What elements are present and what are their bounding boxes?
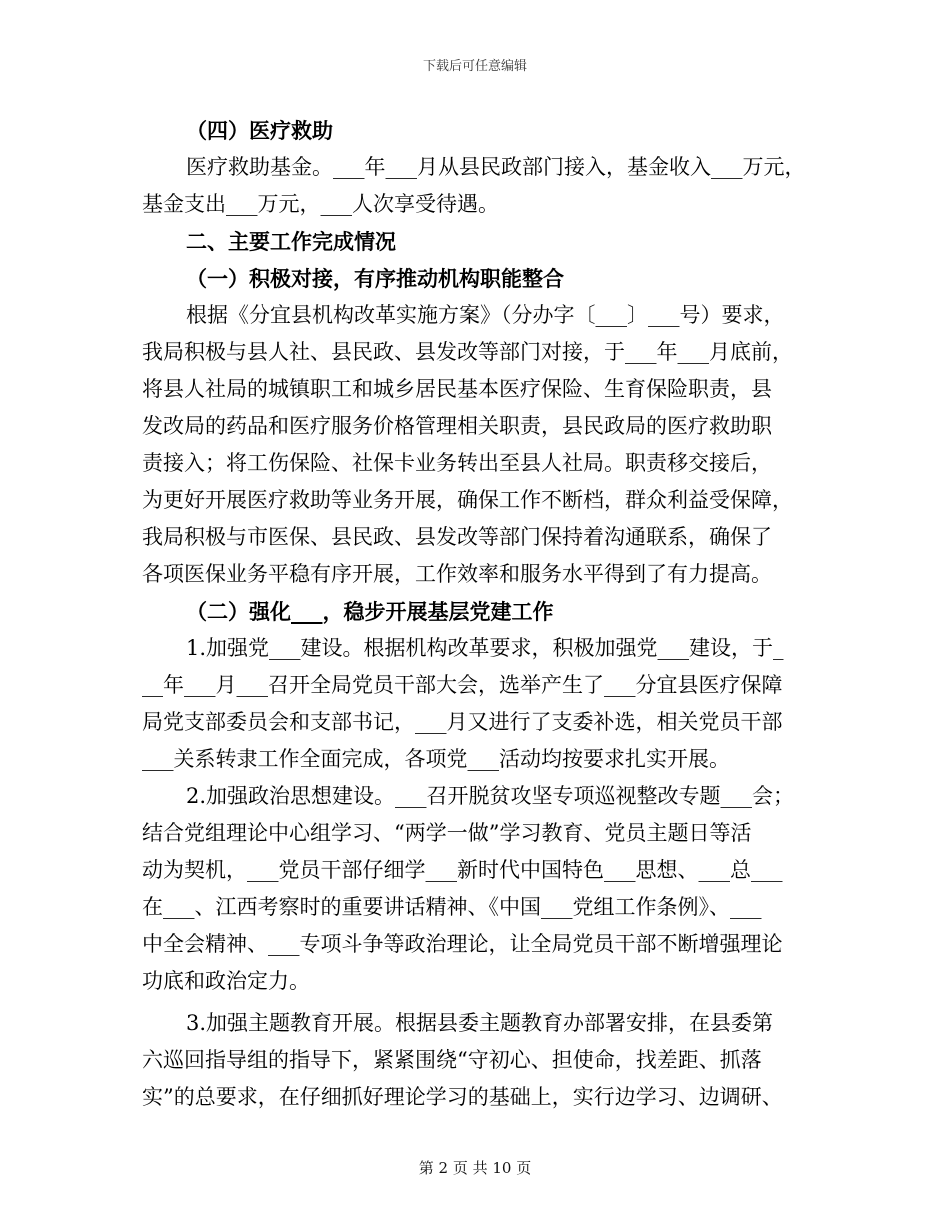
section-heading: （一）积极对接，有序推动机构职能整合 [186, 266, 564, 291]
paragraph-line: 发改局的药品和医疗服务价格管理相关职责，县民政局的医疗救助职 [142, 414, 772, 438]
paragraph-line: 医疗救助基金。___年___月从县民政部门接入，基金收入___万元， [186, 155, 806, 179]
page-footer: 第 2 页 共 10 页 [418, 1159, 532, 1177]
paragraph-line: 1.加强党___建设。根据机构改革要求，积极加强党___建设，于_ [186, 636, 784, 660]
section-heading: （二）强化___，稳步开展基层党建工作 [186, 599, 554, 624]
paragraph-line: 基金支出___万元，___人次享受待遇。 [142, 192, 499, 216]
paragraph-line: 中全会精神、___专项斗争等政治理论，让全局党员干部不断增强理论 [142, 932, 783, 956]
paragraph-line: 结合党组理论中心组学习、“两学一做”学习教育、党员主题日等活 [142, 821, 752, 845]
paragraph-line: 我局积极与市医保、县民政、县发改等部门保持着沟通联系，确保了 [142, 525, 772, 549]
section-heading: （四）医疗救助 [186, 118, 333, 143]
paragraph-line: __年___月___召开全局党员干部大会，选举产生了___分宜县医疗保障 [142, 673, 783, 697]
paragraph-line: 六巡回指导组的指导下，紧紧围绕“守初心、担使命，找差距、抓落 [142, 1048, 762, 1072]
paragraph-line: 在___、江西考察时的重要讲话精神、《中国___党组工作条例》、___ [142, 895, 762, 919]
paragraph-line: 功底和政治定力。 [142, 969, 310, 993]
paragraph-line: 实”的总要求，在仔细抓好理论学习的基础上，实行边学习、边调研、 [142, 1085, 783, 1109]
page-header: 下载后可任意编辑 [422, 59, 527, 74]
paragraph-line: 局党支部委员会和支部书记，___月又进行了支委补选，相关党员干部 [142, 710, 783, 734]
section-heading: 二、主要工作完成情况 [186, 229, 396, 254]
paragraph-line: 各项医保业务平稳有序开展，工作效率和服务水平得到了有力提高。 [142, 562, 772, 586]
paragraph-line: 3.加强主题教育开展。根据县委主题教育办部署安排，在县委第 [186, 1011, 774, 1035]
paragraph-line: 2.加强政治思想建设。___召开脱贫攻坚专项巡视整改专题___会； [186, 784, 795, 808]
paragraph-line: 我局积极与县人社、县民政、县发改等部门对接，于___年___月底前， [142, 340, 793, 364]
paragraph-line: 责接入；将工伤保险、社保卡业务转出至县人社局。职责移交接后， [142, 451, 772, 475]
paragraph-line: 为更好开展医疗救助等业务开展，确保工作不断档，群众利益受保障， [142, 488, 793, 512]
paragraph-line: 将县人社局的城镇职工和城乡居民基本医疗保险、生育保险职责，县 [142, 377, 772, 401]
paragraph-line: 根据《分宜县机构改革实施方案》（分办字〔___〕___号）要求， [186, 303, 785, 327]
paragraph-line: ___关系转隶工作全面完成，各项党___活动均按要求扎实开展。 [142, 747, 730, 771]
document-body [142, 112, 822, 1116]
paragraph-line: 动为契机，___党员干部仔细学___新时代中国特色___思想、___总___ [142, 858, 783, 882]
